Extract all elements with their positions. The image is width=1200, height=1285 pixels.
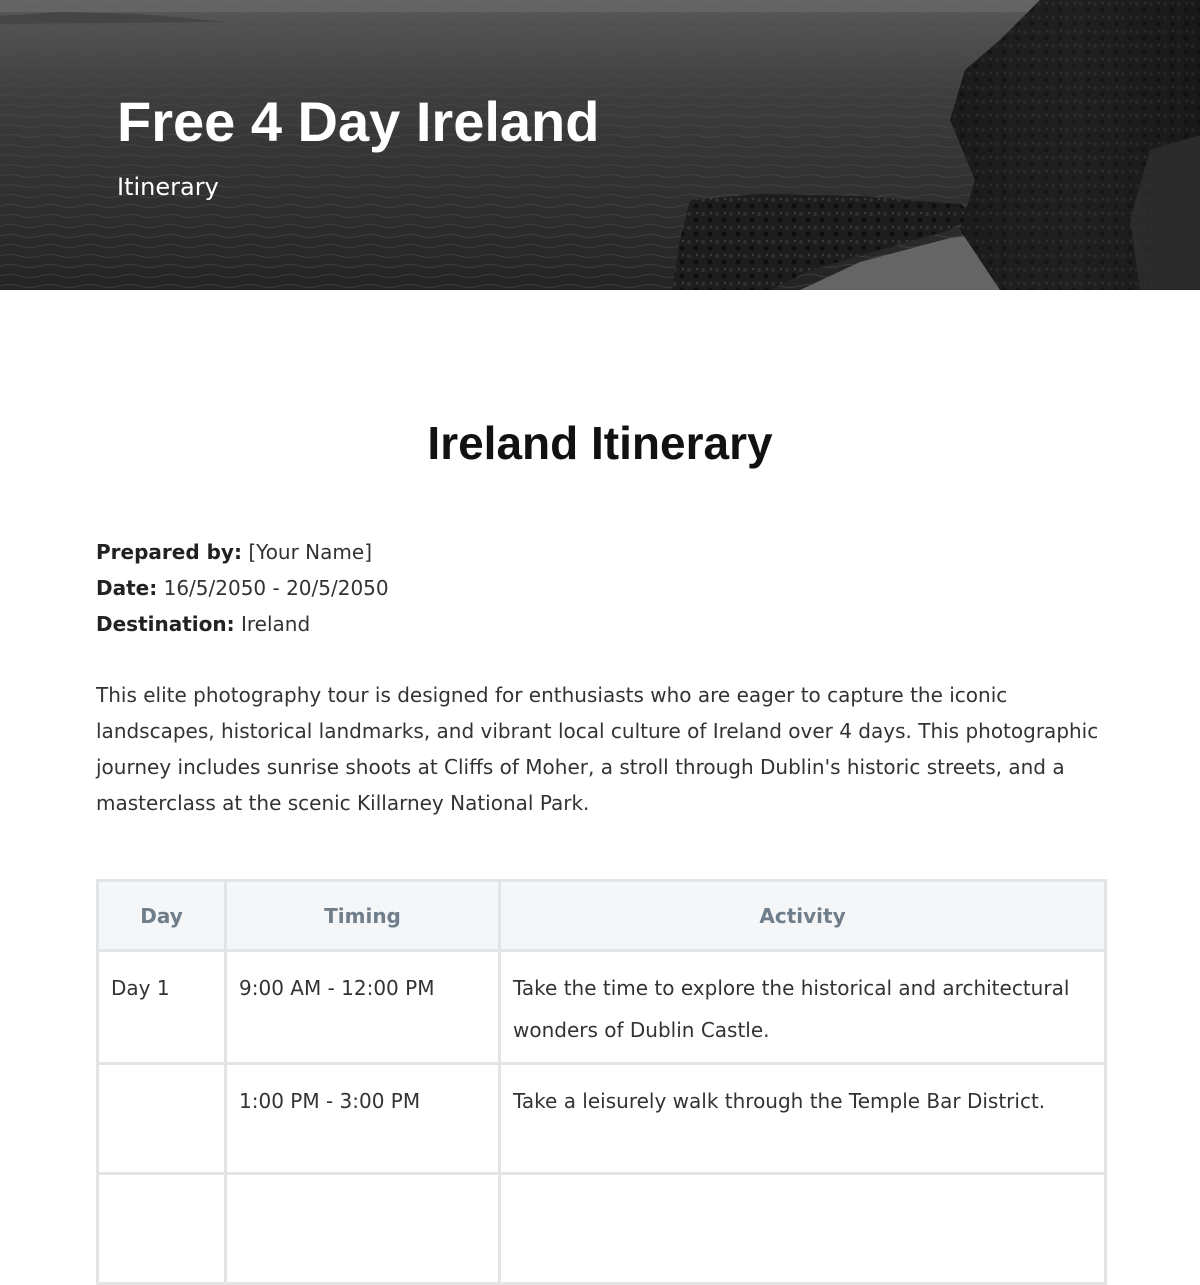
cell-day	[98, 1174, 226, 1284]
meta-label: Destination:	[96, 612, 235, 636]
hero-title: Free 4 Day Ireland	[117, 90, 600, 153]
table-row	[98, 1064, 1106, 1174]
meta-value: [Your Name]	[248, 540, 372, 564]
intro-paragraph: This elite photography tour is designed for enthusiasts who are eager to capture the iconic landscapes, historical landmarks, and vibrant local culture of Ireland over 4 days. This photographic journey includes sunrise shoots at Cliffs of Moher, a stroll through Dublin's historic streets, and a masterclass at the scenic Killarney National Park.	[96, 683, 1099, 815]
cell-activity	[500, 1174, 1106, 1284]
meta-prepared-by	[96, 534, 389, 570]
meta-destination	[96, 606, 389, 642]
column-header-day: Day	[98, 881, 226, 951]
cell-activity: Take a leisurely walk through the Temple Bar District.	[500, 1064, 1106, 1174]
hero-banner	[0, 0, 1200, 290]
document-meta	[96, 534, 389, 642]
cell-day: Day 1	[98, 951, 226, 1064]
cell-timing: 1:00 PM - 3:00 PM	[226, 1064, 500, 1174]
meta-value: 16/5/2050 - 20/5/2050	[163, 576, 389, 600]
cell-timing	[226, 1174, 500, 1284]
hero-subtitle: Itinerary	[117, 173, 219, 201]
meta-value: Ireland	[240, 612, 311, 636]
table-row	[98, 951, 1106, 1064]
column-header-timing: Timing	[226, 881, 500, 951]
cell-activity: Take the time to explore the historical and architectural wonders of Dublin Castle.	[500, 951, 1106, 1064]
meta-label: Date:	[96, 576, 158, 600]
cell-timing: 9:00 AM - 12:00 PM	[226, 951, 500, 1064]
column-header-activity: Activity	[500, 881, 1106, 951]
cell-day	[98, 1064, 226, 1174]
document-title: Ireland Itinerary	[427, 417, 773, 469]
table-header-row	[98, 881, 1106, 951]
itinerary-table	[96, 879, 1107, 1285]
itinerary-table-wrapper	[96, 879, 1104, 1285]
meta-label: Prepared by:	[96, 540, 242, 564]
table-row	[98, 1174, 1106, 1284]
meta-date	[96, 570, 389, 606]
